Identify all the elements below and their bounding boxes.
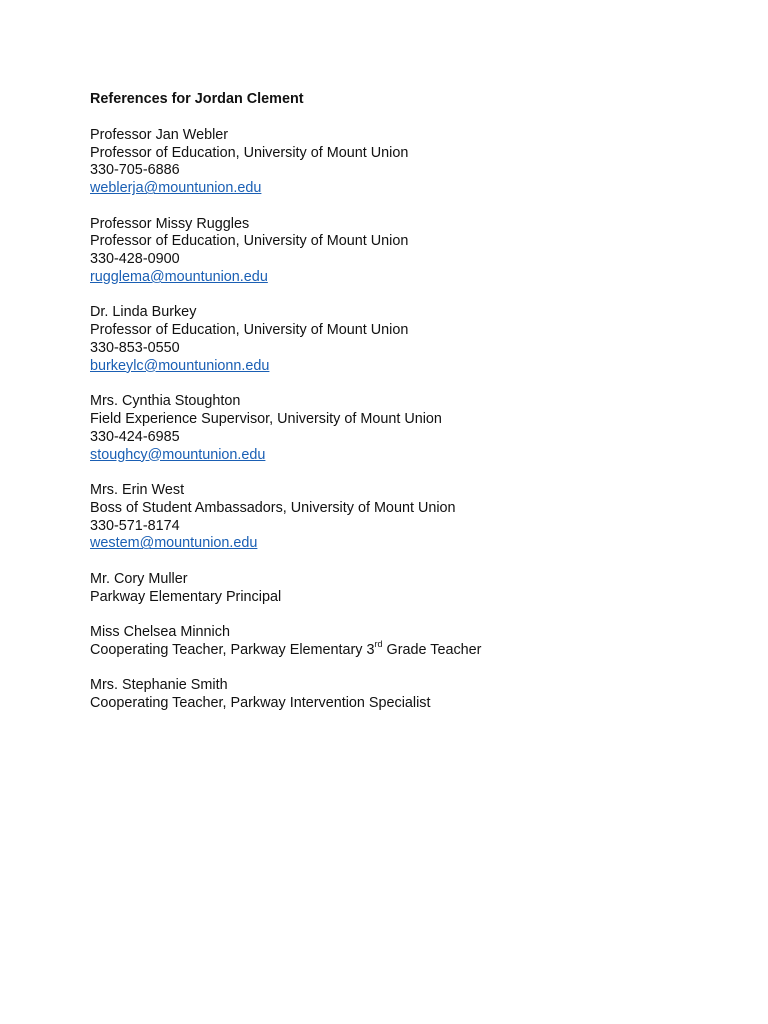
reference-position: Professor of Education, University of Mount Union: [90, 322, 409, 339]
reference-phone: 330-571-8174: [90, 517, 180, 534]
reference-entry: [90, 571, 730, 607]
position-text-after: Grade Teacher: [382, 641, 482, 658]
reference-position: Parkway Elementary Principal: [90, 588, 282, 605]
reference-position: Professor of Education, University of Mount Union: [90, 233, 409, 250]
ordinal-superscript: rd: [374, 638, 383, 649]
reference-phone: 330-424-6985: [90, 428, 180, 445]
reference-name: Mr. Cory Muller: [90, 570, 188, 587]
reference-entry: [90, 624, 730, 660]
reference-entry: [90, 216, 730, 287]
reference-entry: [90, 127, 730, 198]
reference-email-link[interactable]: rugglema@mountunion.edu: [90, 268, 268, 285]
reference-phone: 330-705-6886: [90, 162, 180, 179]
reference-phone: 330-428-0900: [90, 251, 180, 268]
reference-entry: [90, 482, 730, 553]
reference-name: Mrs. Erin West: [90, 481, 185, 498]
reference-position: Field Experience Supervisor, University of Mount Union: [90, 410, 442, 427]
document-page: [90, 91, 730, 730]
reference-entry: [90, 393, 730, 464]
document-title: References for Jordan Clement: [90, 91, 304, 107]
reference-position: [90, 638, 730, 660]
reference-position: Professor of Education, University of Mount Union: [90, 144, 409, 161]
reference-entry: [90, 304, 730, 375]
reference-email-link[interactable]: weblerja@mountunion.edu: [90, 180, 262, 197]
reference-name: Mrs. Stephanie Smith: [90, 677, 228, 694]
position-text-before: Cooperating Teacher, Parkway Elementary 3: [90, 641, 375, 658]
reference-position: Cooperating Teacher, Parkway Intervention Specialist: [90, 694, 431, 711]
reference-name: Dr. Linda Burkey: [90, 304, 197, 321]
reference-entry: [90, 677, 730, 713]
reference-name: Mrs. Cynthia Stoughton: [90, 393, 241, 410]
reference-name: Professor Missy Ruggles: [90, 215, 250, 232]
reference-name: Professor Jan Webler: [90, 126, 229, 143]
reference-name: Miss Chelsea Minnich: [90, 623, 230, 640]
reference-position: Boss of Student Ambassadors, University of Mount Union: [90, 499, 456, 516]
reference-phone: 330-853-0550: [90, 339, 180, 356]
reference-email-link[interactable]: burkeylc@mountunionn.edu: [90, 357, 270, 374]
reference-email-link[interactable]: stoughcy@mountunion.edu: [90, 446, 266, 463]
reference-email-link[interactable]: westem@mountunion.edu: [90, 535, 258, 552]
